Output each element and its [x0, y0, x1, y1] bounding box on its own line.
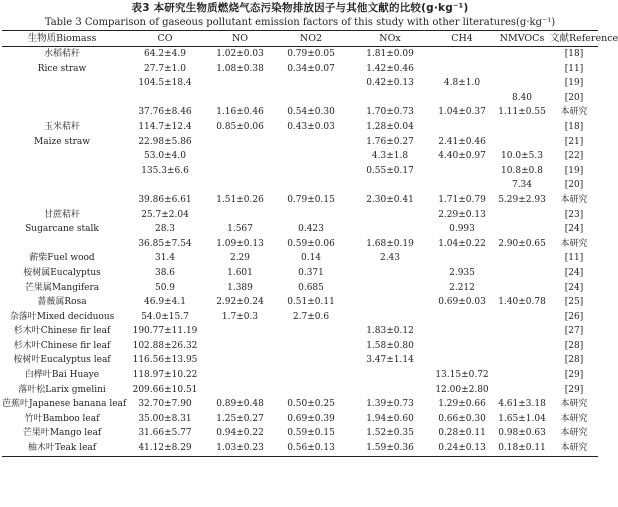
cell-co: 36.85±7.54 — [138, 238, 192, 249]
table-row — [2, 397, 598, 412]
cell-co: 50.9 — [154, 282, 176, 293]
cell-no2: 0.79±0.15 — [287, 194, 335, 205]
cell-no: 1.601 — [227, 267, 253, 278]
cell-co — [122, 91, 208, 106]
table-title-english: Table 3 Comparison of gaseous pollutant emission factors of this study with other literatures(g·kg⁻¹) — [44, 17, 556, 28]
cell-nmvocs — [494, 208, 550, 223]
cell-co: 41.12±8.29 — [138, 443, 192, 454]
cell-ch4: 0.24±0.13 — [438, 443, 486, 454]
cell-nmvocs: 10.8±0.8 — [501, 165, 543, 176]
cell-nmvocs: 8.40 — [511, 92, 533, 103]
table-row — [2, 76, 598, 91]
table-row — [2, 266, 598, 281]
table-row — [2, 178, 598, 193]
cell-reference: 本研究 — [560, 413, 588, 424]
cell-nmvocs: 4.61±3.18 — [498, 399, 546, 410]
cell-co — [122, 178, 208, 193]
cell-no — [208, 135, 272, 150]
cell-biomass: 薪柴Fuel wood — [29, 253, 95, 264]
table-row — [2, 164, 598, 179]
cell-co: 37.76±8.46 — [138, 107, 192, 118]
cell-nox — [350, 208, 430, 223]
header-reference: 文献Reference — [550, 33, 618, 44]
cell-reference: 本研究 — [560, 443, 588, 454]
cell-no: 1.02±0.03 — [216, 49, 264, 59]
cell-biomass — [2, 193, 122, 208]
cell-nox — [350, 178, 430, 193]
cell-reference: [28] — [564, 355, 584, 366]
cell-no: 1.567 — [227, 224, 253, 235]
cell-ch4: 0.66±0.30 — [438, 413, 486, 424]
cell-no — [208, 178, 272, 193]
cell-biomass: 杉木叶Chinese fir leaf — [13, 340, 111, 351]
cell-biomass — [2, 91, 122, 106]
cell-nox: 1.94±0.60 — [366, 413, 414, 424]
cell-biomass: 柚木叶Teak leaf — [27, 443, 97, 454]
cell-nmvocs: 2.90±0.65 — [498, 238, 546, 249]
cell-nox: 0.42±0.13 — [366, 78, 414, 89]
cell-no2 — [272, 135, 350, 150]
cell-nox: 0.55±0.17 — [366, 165, 414, 176]
cell-reference: 本研究 — [560, 194, 588, 205]
cell-reference: [19] — [564, 78, 584, 89]
cell-no: 1.25±0.27 — [216, 413, 264, 424]
table-row — [2, 324, 598, 339]
cell-no2: 2.7±0.6 — [292, 311, 330, 322]
cell-nox: 1.59±0.36 — [366, 443, 414, 454]
cell-biomass — [2, 237, 122, 252]
cell-nmvocs: 0.18±0.11 — [498, 443, 546, 454]
cell-no2: 0.43±0.03 — [287, 121, 335, 132]
cell-no2: 0.34±0.07 — [287, 63, 335, 74]
cell-nox: 1.76±0.27 — [366, 136, 414, 147]
cell-co: 114.7±12.4 — [138, 121, 192, 132]
cell-nox: 1.28±0.04 — [366, 121, 414, 132]
cell-no2 — [272, 149, 350, 164]
cell-co: 31.66±5.77 — [138, 428, 192, 439]
cell-reference: 本研究 — [560, 238, 588, 249]
cell-ch4: 2.29±0.13 — [438, 209, 486, 220]
cell-reference: [24] — [564, 282, 584, 293]
cell-biomass: 杂落叶Mixed deciduous — [9, 311, 115, 322]
cell-biomass: 桉树属Eucalyptus — [23, 267, 101, 278]
table-row — [2, 91, 598, 106]
cell-no: 0.89±0.48 — [216, 399, 264, 410]
cell-no2 — [272, 76, 350, 91]
table-row — [2, 295, 598, 310]
cell-no2: 0.371 — [298, 267, 324, 278]
cell-reference: 本研究 — [560, 107, 588, 118]
cell-ch4 — [430, 310, 494, 325]
cell-no2: 0.69±0.39 — [287, 413, 335, 424]
cell-co: 31.4 — [154, 253, 176, 264]
cell-reference: [21] — [564, 136, 584, 147]
table-row — [2, 237, 598, 252]
table-row — [2, 208, 598, 223]
cell-biomass: Sugarcane stalk — [25, 224, 99, 235]
cell-biomass: 杉木叶Chinese fir leaf — [13, 326, 111, 337]
cell-no — [208, 324, 272, 339]
cell-co: 25.7±2.04 — [141, 209, 189, 220]
table-row — [2, 47, 598, 62]
cell-ch4: 4.40±0.97 — [438, 151, 486, 162]
cell-nox: 4.3±1.8 — [371, 151, 409, 162]
cell-no — [208, 353, 272, 368]
cell-ch4: 12.00±2.80 — [435, 384, 489, 395]
cell-nmvocs — [494, 383, 550, 398]
cell-no2: 0.59±0.06 — [287, 238, 335, 249]
cell-nmvocs: 5.29±2.93 — [498, 194, 546, 205]
cell-nox: 1.52±0.35 — [366, 428, 414, 439]
cell-ch4: 0.28±0.11 — [438, 428, 486, 439]
cell-reference: 本研究 — [560, 399, 588, 410]
cell-co: 102.88±26.32 — [132, 340, 198, 351]
cell-biomass: 芒果叶Mango leaf — [22, 428, 102, 439]
table-row — [2, 120, 598, 135]
cell-reference: [24] — [564, 224, 584, 235]
table-row — [2, 193, 598, 208]
cell-no2 — [272, 339, 350, 354]
cell-co: 28.3 — [154, 224, 176, 235]
cell-ch4: 13.15±0.72 — [435, 370, 489, 381]
cell-nox: 1.70±0.73 — [366, 107, 414, 118]
cell-no2: 0.685 — [298, 282, 324, 293]
cell-no2: 0.79±0.05 — [287, 49, 335, 59]
cell-nmvocs — [494, 120, 550, 135]
header-no: NO — [231, 33, 249, 44]
cell-no2: 0.423 — [298, 224, 324, 235]
cell-ch4: 0.993 — [449, 224, 475, 235]
cell-no: 0.94±0.22 — [216, 428, 264, 439]
cell-no: 1.03±0.23 — [216, 443, 264, 454]
cell-nmvocs — [494, 135, 550, 150]
cell-reference: [23] — [564, 209, 584, 220]
header-nmvocs: NMVOCs — [499, 33, 545, 44]
cell-co: 27.7±1.0 — [144, 63, 186, 74]
cell-no — [208, 339, 272, 354]
cell-no2 — [272, 383, 350, 398]
cell-nox — [350, 368, 430, 383]
cell-no2: 0.51±0.11 — [287, 297, 335, 308]
cell-nmvocs — [494, 47, 550, 62]
cell-biomass: 芒果属Mangifera — [24, 282, 100, 293]
cell-nox — [350, 266, 430, 281]
cell-reference: [20] — [564, 92, 584, 103]
cell-nmvocs — [494, 281, 550, 296]
cell-ch4 — [430, 339, 494, 354]
cell-ch4: 0.69±0.03 — [438, 297, 486, 308]
table-row — [2, 149, 598, 164]
cell-no — [208, 91, 272, 106]
header-nox: NOx — [379, 33, 401, 44]
cell-co: 104.5±18.4 — [138, 78, 192, 89]
cell-biomass — [2, 164, 122, 179]
cell-nmvocs: 1.11±0.55 — [498, 107, 546, 118]
cell-no2 — [272, 353, 350, 368]
table-row — [2, 412, 598, 427]
table-title-chinese: 表3 本研究生物质燃烧气态污染物排放因子与其他文献的比较(g·kg⁻¹) — [131, 2, 469, 14]
cell-nox: 1.39±0.73 — [366, 399, 414, 410]
cell-no: 0.85±0.06 — [216, 121, 264, 132]
cell-nox — [350, 222, 430, 237]
cell-ch4: 1.29±0.66 — [438, 399, 486, 410]
cell-reference: 本研究 — [560, 428, 588, 439]
cell-co: 118.97±10.22 — [132, 370, 198, 381]
cell-no2: 0.56±0.13 — [287, 443, 335, 454]
cell-no — [208, 383, 272, 398]
table-row — [2, 105, 598, 120]
cell-reference: [24] — [564, 267, 584, 278]
cell-ch4: 2.212 — [449, 282, 475, 293]
cell-ch4 — [430, 164, 494, 179]
cell-ch4: 4.8±1.0 — [443, 78, 481, 89]
cell-ch4 — [430, 251, 494, 266]
table-row — [2, 353, 598, 368]
table-row — [2, 251, 598, 266]
cell-reference: [22] — [564, 151, 584, 162]
cell-reference: [19] — [564, 165, 584, 176]
cell-biomass: 蔷薇属Rosa — [37, 297, 87, 308]
cell-biomass — [2, 149, 122, 164]
cell-no — [208, 368, 272, 383]
cell-biomass — [2, 105, 122, 120]
cell-co: 135.3±6.6 — [141, 165, 189, 176]
cell-reference: [11] — [564, 253, 584, 264]
table-row — [2, 62, 598, 77]
cell-nmvocs — [494, 353, 550, 368]
table-header-row — [2, 31, 598, 47]
cell-ch4: 1.04±0.37 — [438, 107, 486, 118]
cell-biomass: 落叶松Larix gmelini — [18, 384, 106, 395]
cell-no: 2.29 — [229, 253, 251, 264]
cell-biomass: 玉米秸秆 — [43, 121, 80, 132]
cell-nmvocs — [494, 324, 550, 339]
cell-co: 22.98±5.86 — [138, 136, 192, 147]
cell-ch4: 2.41±0.46 — [438, 136, 486, 147]
table-row — [2, 310, 598, 325]
cell-ch4 — [430, 120, 494, 135]
cell-ch4: 1.04±0.22 — [438, 238, 486, 249]
table-row — [2, 426, 598, 441]
cell-biomass: Maize straw — [34, 136, 90, 147]
cell-co: 209.66±10.51 — [132, 384, 198, 395]
cell-ch4 — [430, 353, 494, 368]
cell-reference: [27] — [564, 326, 584, 337]
cell-co: 46.9±4.1 — [144, 297, 186, 308]
cell-no: 1.389 — [227, 282, 253, 293]
cell-ch4 — [430, 47, 494, 62]
cell-nmvocs — [494, 76, 550, 91]
cell-ch4: 1.71±0.79 — [438, 194, 486, 205]
cell-nmvocs — [494, 62, 550, 77]
cell-co: 53.0±4.0 — [144, 151, 186, 162]
cell-nox: 2.30±0.41 — [366, 194, 414, 205]
cell-no2: 0.14 — [300, 253, 322, 264]
cell-no2 — [272, 208, 350, 223]
cell-ch4 — [430, 178, 494, 193]
cell-nox — [350, 281, 430, 296]
cell-co: 35.00±8.31 — [138, 413, 192, 424]
cell-nox: 1.81±0.09 — [366, 49, 414, 59]
cell-biomass: 甘蔗秸秆 — [43, 209, 80, 220]
cell-no: 1.51±0.26 — [216, 194, 264, 205]
cell-nmvocs — [494, 339, 550, 354]
cell-reference: [18] — [564, 121, 584, 132]
cell-nox: 1.58±0.80 — [366, 340, 414, 351]
cell-co: 39.86±6.61 — [138, 194, 192, 205]
cell-ch4 — [430, 324, 494, 339]
cell-no2: 0.54±0.30 — [287, 107, 335, 118]
cell-nox — [350, 295, 430, 310]
cell-nox — [350, 91, 430, 106]
header-co: CO — [157, 33, 173, 44]
cell-biomass: 桉树叶Eucalyptus leaf — [13, 355, 111, 366]
cell-no2: 0.50±0.25 — [287, 399, 335, 410]
cell-nox: 1.68±0.19 — [366, 238, 414, 249]
cell-biomass: 白桦叶Bai Huaye — [24, 370, 100, 381]
cell-reference: [25] — [564, 297, 584, 308]
cell-biomass: 芭蕉叶Japanese banana leaf — [2, 399, 127, 410]
cell-nmvocs: 10.0±5.3 — [501, 151, 543, 162]
cell-nmvocs — [494, 251, 550, 266]
cell-no — [208, 208, 272, 223]
cell-reference: [20] — [564, 180, 584, 191]
cell-reference: [29] — [564, 370, 584, 381]
cell-no — [208, 164, 272, 179]
cell-no: 2.92±0.24 — [216, 297, 264, 308]
cell-no2 — [272, 91, 350, 106]
header-biomass: 生物质Biomass — [27, 33, 97, 44]
cell-co: 54.0±15.7 — [141, 311, 189, 322]
cell-nmvocs: 1.65±1.04 — [498, 413, 546, 424]
cell-no2 — [272, 178, 350, 193]
cell-no2: 0.59±0.15 — [287, 428, 335, 439]
cell-biomass — [2, 178, 122, 193]
cell-nox — [350, 310, 430, 325]
cell-biomass: 竹叶Bamboo leaf — [24, 413, 100, 424]
cell-no: 1.08±0.38 — [216, 63, 264, 74]
cell-nmvocs — [494, 222, 550, 237]
table-body — [2, 47, 598, 457]
cell-no: 1.7±0.3 — [221, 311, 259, 322]
cell-co: 38.6 — [154, 267, 176, 278]
cell-reference: [26] — [564, 311, 584, 322]
cell-no: 1.09±0.13 — [216, 238, 264, 249]
table-row — [2, 339, 598, 354]
cell-nmvocs — [494, 310, 550, 325]
cell-ch4 — [430, 62, 494, 77]
cell-nmvocs — [494, 266, 550, 281]
cell-co: 190.77±11.19 — [132, 326, 198, 337]
cell-biomass: 水稻秸秆 — [43, 49, 80, 59]
table-row — [2, 368, 598, 383]
cell-co: 64.2±4.9 — [144, 49, 186, 59]
cell-nmvocs: 0.98±0.63 — [498, 428, 546, 439]
table-row — [2, 281, 598, 296]
cell-nox — [350, 383, 430, 398]
document-page — [0, 1, 618, 507]
cell-no2 — [272, 164, 350, 179]
cell-reference: [28] — [564, 340, 584, 351]
emission-factor-table — [2, 30, 618, 457]
cell-nmvocs — [494, 368, 550, 383]
cell-no — [208, 149, 272, 164]
cell-ch4 — [430, 91, 494, 106]
cell-nox: 1.42±0.46 — [366, 63, 414, 74]
header-no2: NO2 — [299, 33, 323, 44]
cell-no — [208, 76, 272, 91]
cell-co: 116.56±13.95 — [132, 355, 198, 366]
cell-reference: [11] — [564, 63, 584, 74]
cell-nox: 1.83±0.12 — [366, 326, 414, 337]
cell-co: 32.70±7.90 — [138, 399, 192, 410]
table-row — [2, 135, 598, 150]
cell-nmvocs: 7.34 — [511, 180, 533, 191]
header-ch4: CH4 — [451, 33, 473, 44]
cell-ch4: 2.935 — [449, 267, 475, 278]
cell-no2 — [272, 324, 350, 339]
cell-nmvocs: 1.40±0.78 — [498, 297, 546, 308]
table-row — [2, 222, 598, 237]
cell-nox: 2.43 — [379, 253, 401, 264]
table-row — [2, 441, 598, 456]
cell-reference: [18] — [564, 49, 584, 59]
cell-biomass — [2, 76, 122, 91]
cell-nox: 3.47±1.14 — [366, 355, 414, 366]
cell-no2 — [272, 368, 350, 383]
table-row — [2, 383, 598, 398]
cell-reference: [29] — [564, 384, 584, 395]
cell-biomass: Rice straw — [37, 63, 87, 74]
cell-no: 1.16±0.46 — [216, 107, 264, 118]
